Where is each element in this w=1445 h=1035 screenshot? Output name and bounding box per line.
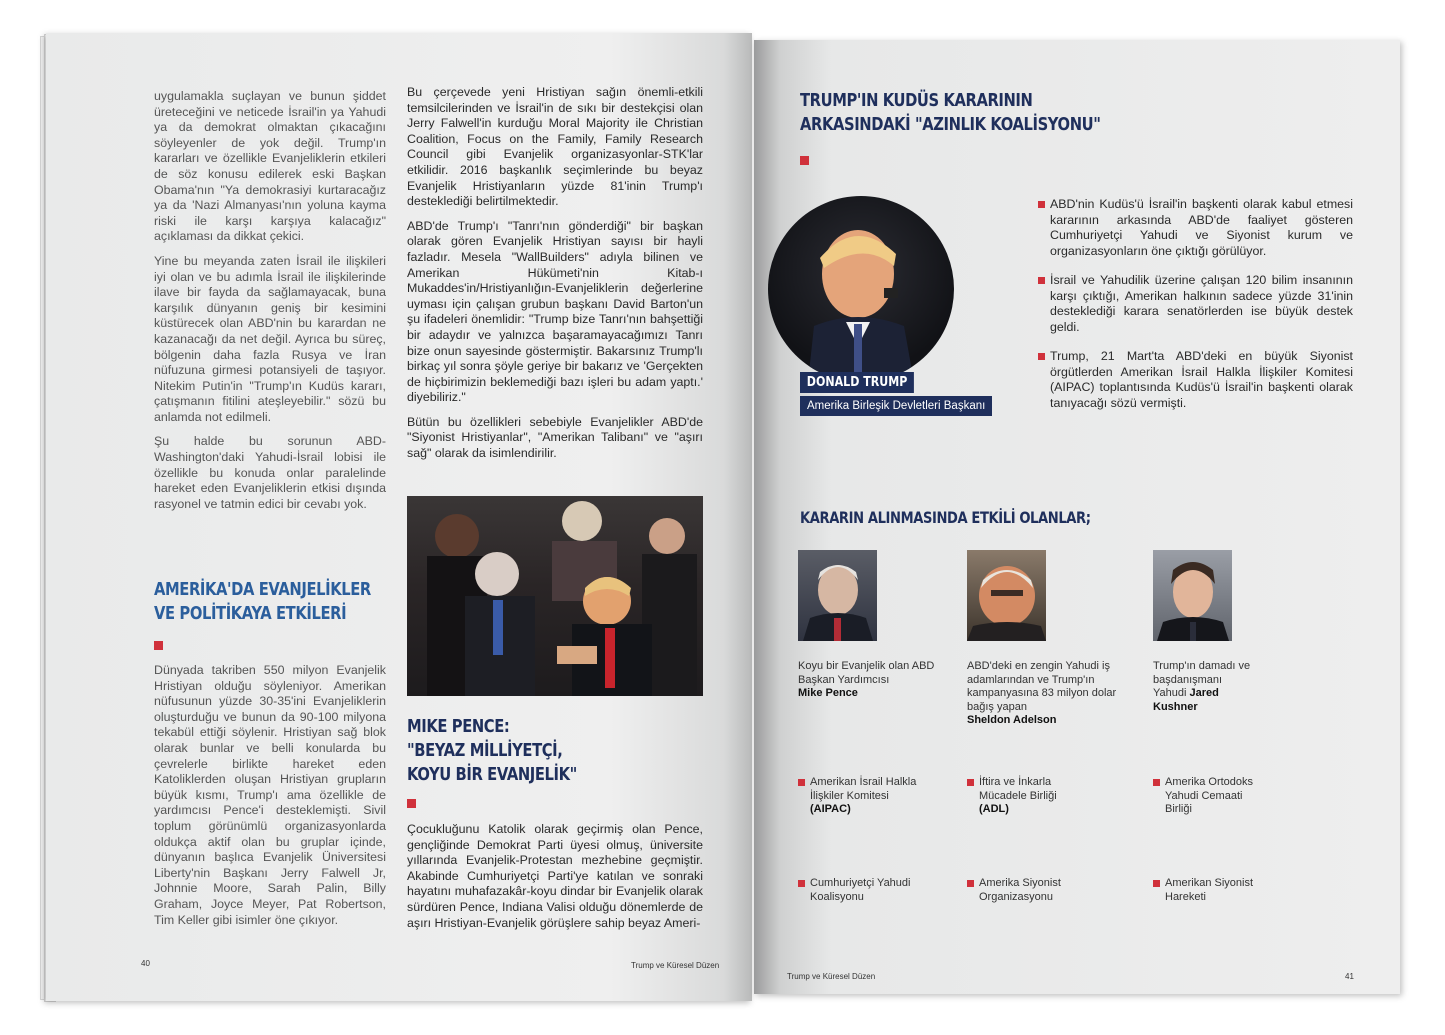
col1-text-bottom [154, 663, 386, 937]
pence-trump-photo [407, 496, 703, 696]
trump-portrait [768, 196, 954, 382]
paragraph: Çocukluğunu Katolik olarak geçirmiş olan Pence, gençliğinde Demokrat Parti üyesi olmuş, üniversite yıllarında Evanjelik-Protestan mezhebine geçmiştir. Akabinde Cumhuriyetçi Parti'ye katılan ve sonraki hayatını muhafazakâr-koyu dindar bir Evanjelik olarak sürdüren Pence, Indiana Valisi olduğu dönemlerde de aşırı Hristiyan-Evanjelik görüşlere sahip beyaz Ameri- [407, 822, 703, 930]
bullet-item: ABD'nin Kudüs'ü İsrail'in başkenti olarak kabul etmesi kararının arkasında ABD'de faaliyet gösteren Cumhuriyetçi Yahudi ve Siyonist kurum ve organizasyonların öne çıktığı görülüyor. [1038, 197, 1353, 259]
page-number: 40 [141, 959, 150, 968]
org-item: Amerikan İsrail Halkla İlişkiler Komitesi (AIPAC) [798, 776, 920, 817]
person-caption-kushner: Trump'ın damadı ve başdanışmanı Yahudi Jared Kushner [1153, 660, 1251, 713]
col2-text-bottom [407, 822, 703, 940]
page-number: 41 [1345, 972, 1354, 981]
running-title: Trump ve Küresel Düzen [631, 961, 720, 970]
running-title: Trump ve Küresel Düzen [787, 972, 876, 981]
red-square-marker [154, 641, 163, 650]
section-heading-evanjelikler: AMERİKA'DA EVANJELİKLER VE POLİTİKAYA ETKİLERİ [154, 579, 371, 624]
page-title: TRUMP'IN KUDÜS KARARININ ARKASINDAKİ "AZINLIK KOALİSYONU" [800, 90, 1101, 135]
right-page [754, 40, 1400, 994]
photo-illustration [407, 496, 703, 696]
paragraph: uygulamakla suçlayan ve bunun şiddet üreteceğini ve neticede İsrail'in ya Yahudi ya da demokrat olmaktan çıkacağını söyleyenler de yok değil. Trump'ın kararları ve özellikle Evanjeliklerin etkileri de söz konusu edilerek eski Başkan Obama'nın "Ya demokrasiyi kurtaracağız ya da 'Nazi Almanyası'nın yoluna kayma riski ile karşı karşıya kalacağız" açıklaması da dikkat çekici. [154, 89, 386, 244]
photo-illustration [967, 550, 1046, 641]
paragraph: Bu çerçevede yeni Hristiyan sağın önemli-etkili temsilcilerinden ve İsrail'in de sıkı bir destekçisi olan Jerry Falwell'in kurduğu Moral Majority ile Christian Coalition, Focus on the Family, Family Research Council gibi Evanjelik organizasyonlar-STK'lar etkilidir. 2016 başkanlık seçimlerinde bu beyaz Evanjelik Hristiyanların yüzde 81'inin Trump'ı desteklediği belirtilmektedir. [407, 85, 703, 209]
portrait-role-label: Amerika Birleşik Devletleri Başkanı [800, 396, 992, 416]
red-square-marker [800, 156, 809, 165]
org-item: Amerikan Siyonist Hareketi [1153, 877, 1255, 904]
photo-illustration [1153, 550, 1232, 641]
section-heading-influencers: KARARIN ALINMASINDA ETKİLİ OLANLAR; [800, 508, 1091, 527]
left-page [46, 33, 752, 1001]
col2-text-top [407, 85, 703, 471]
section-heading-mike-pence: MIKE PENCE: "BEYAZ MİLLİYETÇİ, KOYU BİR EVANJELİK" [407, 716, 577, 785]
portrait-name-label: DONALD TRUMP [800, 372, 914, 393]
col1-text-top [154, 89, 386, 521]
pence-photo [798, 550, 877, 641]
paragraph: Dünyada takriben 550 milyon Evanjelik Hristiyan olduğu söyleniyor. Amerikan nüfusunun yüzde 30-35'ini Evanjeliklerin oluşturduğu ve bunun da 90-100 milyona tekabül ettiği söylenir. Hristiyan sağ blok olarak bunlar ve belli konularda bu çevrelerle birlikte hareket eden Katoliklerden oluşan Hristiyan grupların büyük kısmı, Trump'ı ama özellikle de yardımcısı Pence'i desteklemişti. Sivil toplum görünümlü organizasyonlarda oldukça aktif olan bu gruplar içinde, dünyanın başlıca Evanjelik Üniversitesi Liberty'nin Başkanı Jerry Falwell Jr, Johnnie Moore, Sarah Palin, Billy Graham, Joyce Meyer, Pat Robertson, Tim Keller gibi isimler öne çıkıyor. [154, 663, 386, 927]
red-square-marker [407, 799, 416, 808]
paragraph: Bütün bu özellikleri sebebiyle Evanjelikler ABD'de "Siyonist Hristiyanlar", "Amerikan Talibanı" ve "aşırı sağ" olarak da isimlendirilir. [407, 414, 703, 461]
org-item: Amerika Siyonist Organizasyonu [967, 877, 1089, 904]
photo-illustration [798, 550, 877, 641]
bullet-item: İsrail ve Yahudilik üzerine çalışan 120 bilim insanının karşı çıktığı, Amerikan halkının sadece yüzde 31'inin desteklediği kararа senatörlerden ise büyük destek geldi. [1038, 273, 1353, 335]
org-item: İftira ve İnkarla Mücadele Birliği (ADL) [967, 776, 1089, 817]
org-item: Amerika Ortodoks Yahudi Cemaati Birliği [1153, 776, 1265, 817]
org-item: Cumhuriyetçi Yahudi Koalisyonu [798, 877, 920, 904]
person-caption-pence: Koyu bir Evanjelik olan ABD Başkan Yardımcısı Mike Pence [798, 660, 935, 700]
portrait-illustration [768, 196, 954, 382]
paragraph: Şu halde bu sorunun ABD-Washington'daki Yahudi-İsrail lobisi ile özellikle bu konuda onlar paralelinde hareket eden Evanjeliklerin etkisi dışında rasyonel ve tatmin edici bir cevabı yok. [154, 434, 386, 511]
person-caption-adelson: ABD'deki en zengin Yahudi iş adamlarından ve Trump'ın kampanyasına 83 milyon dolar bağış yapan Sheldon Adelson [967, 660, 1117, 727]
bullet-item: Trump, 21 Mart'ta ABD'deki en büyük Siyonist örgütlerden Amerikan İsrail Halkla İlişkiler Komitesi (AIPAC) toplantısında Kudüs'ü İsrail'in başkenti olarak tanıyacağı sözü vermişti. [1038, 349, 1353, 411]
adelson-photo [967, 550, 1046, 641]
paragraph: ABD'de Trump'ı "Tanrı'nın gönderdiği" bir başkan olarak gören Evanjelik Hristiyan sayısı bir hayli fazladır. Mesela "WallBuilders" adıyla bilinen ve Amerikan Hükümeti'nin Kitab-ı Mukaddes'in/Hristiyanlığın-Evanjeliklerin değerlerine uyması için çalışan grubun başkanı David Barton'un şu ifadeleri önemlidir: "Trump bize Tanrı'nın bahşettiği bir adaydır ve yalnızca başaramayacağımızı Tanrı bize onun sayesinde göstermiştir. Bakarsınız Trump'lı birkaç yıl sonra şöyle geriye bir bakarız ve 'Gerçekten de hiçbirimizin beklemediği bazı işleri bu adam yaptı.' diyebiliriz." [407, 218, 703, 405]
paragraph: Yine bu meyanda zaten İsrail ile ilişkileri iyi olan ve bu adımla İsrail ile ilişkilerinde ilave bir fayda da sağlamayacak, buna karşılık dünyanın geniş bir kesimini küstürecek olan ABD'nin bu karardan ne kazanacağı da net değil. Ayrıca bu süreç, bölgenin daha fazla Rusya ve İran nüfuzuna girmesi potansiyeli de taşıyor. Nitekim Putin'in "Trump'ın Kudüs kararı, çatışmanın fitilini ateşleyebilir." sözü bu anlamda not edilmeli. [154, 253, 386, 424]
kushner-photo [1153, 550, 1232, 641]
